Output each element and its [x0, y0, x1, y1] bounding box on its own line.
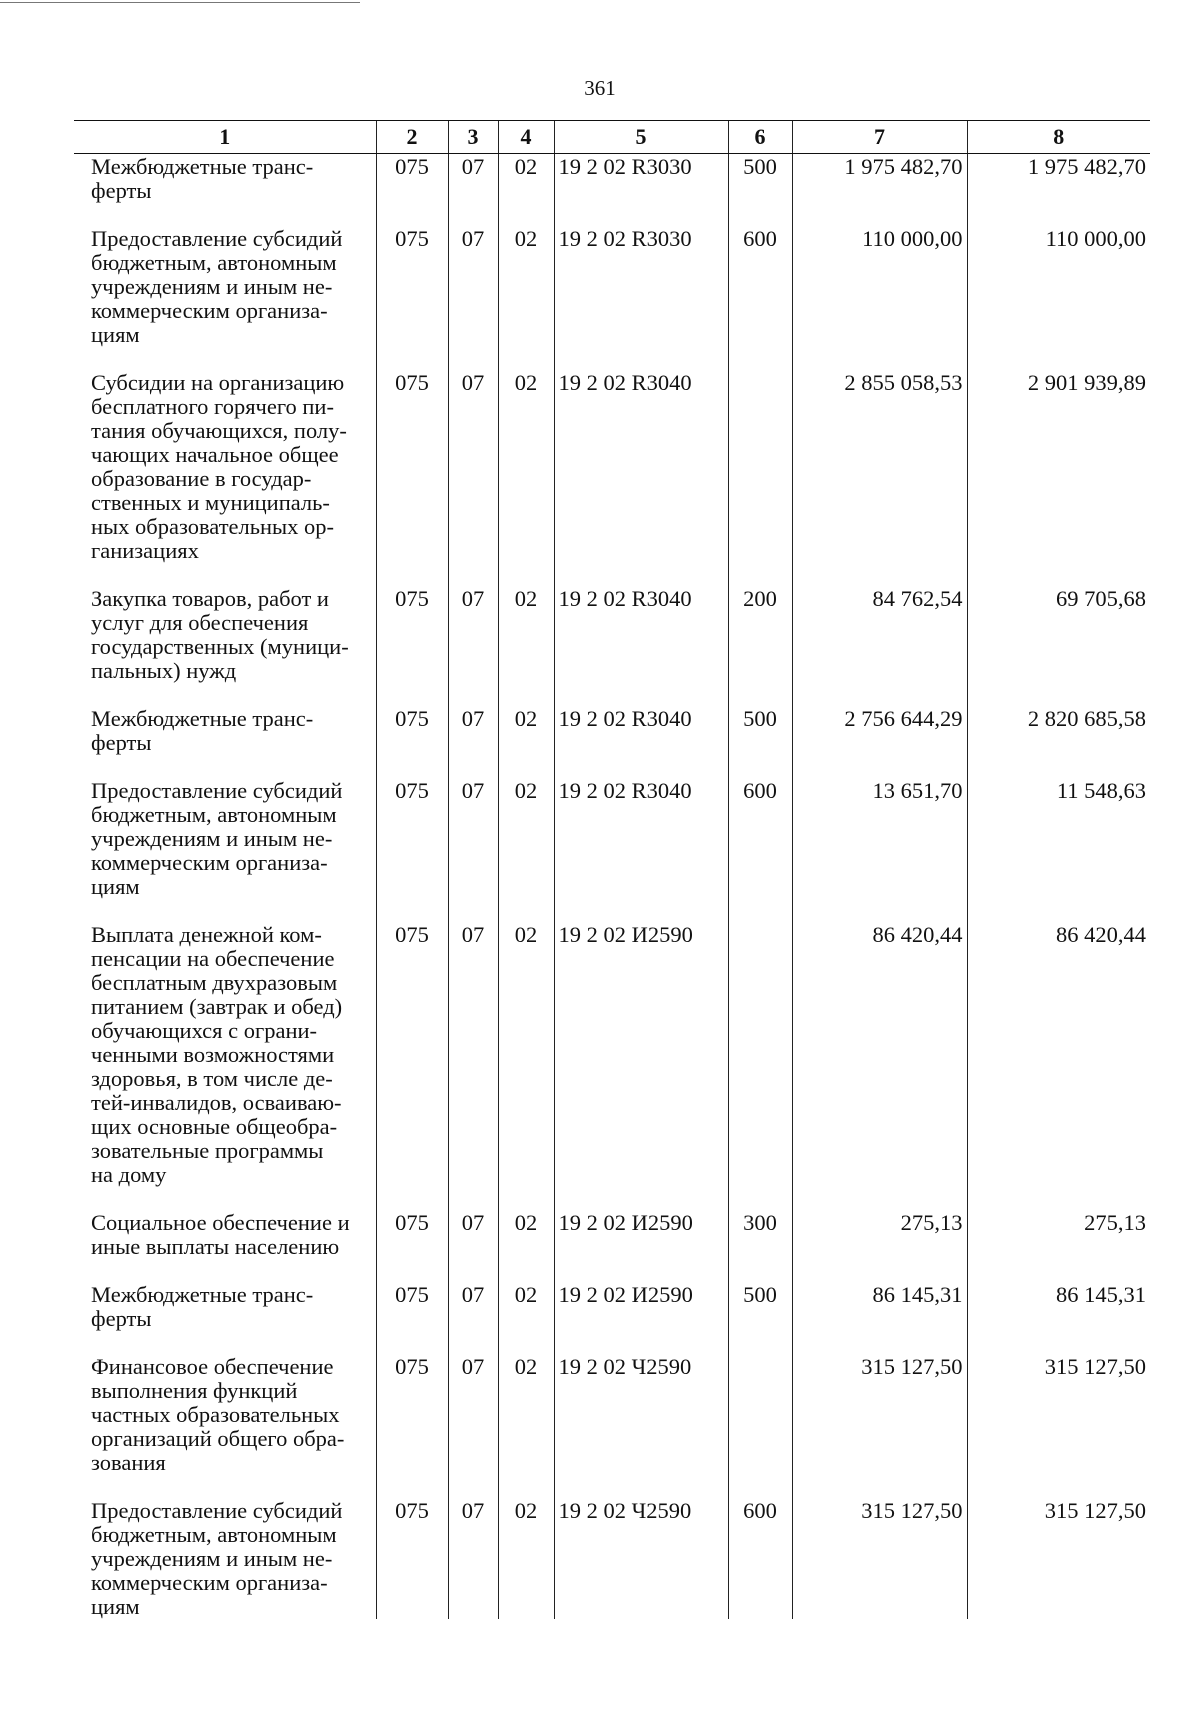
amount-year2-cell: 315 127,50: [967, 1498, 1150, 1619]
expense-type-cell: 200: [728, 586, 792, 683]
row-gap: [74, 347, 1150, 370]
subsection-cell: 02: [498, 706, 554, 755]
amount-year1-cell: 86 145,31: [792, 1282, 967, 1331]
gap-cell: [448, 203, 498, 226]
row-name-cell: Социальное обеспечение и иные выплаты населению: [91, 1210, 350, 1259]
amount-year2-cell: 110 000,00: [967, 226, 1150, 347]
section-cell: 07: [448, 706, 498, 755]
subsection-cell: 02: [498, 370, 554, 563]
gap-cell: [448, 1331, 498, 1354]
amount-year2-cell: 275,13: [967, 1210, 1150, 1259]
admin-code-cell: 075: [376, 370, 448, 563]
row-name-cell: Межбюджетные транс- ферты: [91, 706, 314, 755]
gap-cell: [792, 899, 967, 922]
amount-year2-cell: 86 420,44: [967, 922, 1150, 1187]
gap-cell: [376, 563, 448, 586]
gap-cell: [554, 1331, 728, 1354]
subsection-cell: 02: [498, 586, 554, 683]
target-article-cell: 19 2 02 И2590: [554, 922, 728, 1187]
column-header: 2: [376, 121, 448, 154]
gap-cell: [967, 1475, 1150, 1498]
row-gap: [74, 1187, 1150, 1210]
gap-cell: [448, 1187, 498, 1210]
section-cell: 07: [448, 1210, 498, 1259]
gap-cell: [498, 563, 554, 586]
scan-edge: [0, 2, 360, 3]
target-article-cell: 19 2 02 R3040: [554, 586, 728, 683]
gap-cell: [554, 899, 728, 922]
gap-cell: [74, 1331, 376, 1354]
expense-type-cell: [728, 1354, 792, 1475]
gap-cell: [967, 1259, 1150, 1282]
row-gap: [74, 1475, 1150, 1498]
row-name-cell: Финансовое обеспечение выполнения функций частных образовательных организаций общего обра- зования: [91, 1354, 345, 1475]
table-body: [74, 154, 1150, 1620]
gap-cell: [728, 755, 792, 778]
gap-cell: [376, 683, 448, 706]
gap-cell: [792, 1259, 967, 1282]
gap-cell: [498, 1187, 554, 1210]
gap-cell: [728, 1259, 792, 1282]
amount-year2-cell: 69 705,68: [967, 586, 1150, 683]
gap-cell: [376, 1187, 448, 1210]
expense-type-cell: 500: [728, 706, 792, 755]
gap-cell: [498, 683, 554, 706]
row-gap: [74, 203, 1150, 226]
gap-cell: [728, 1187, 792, 1210]
gap-cell: [498, 347, 554, 370]
table-row: [74, 1210, 1150, 1259]
amount-year1-cell: 315 127,50: [792, 1498, 967, 1619]
section-cell: 07: [448, 1354, 498, 1475]
section-cell: 07: [448, 226, 498, 347]
gap-cell: [792, 1475, 967, 1498]
table-row: [74, 370, 1150, 563]
gap-cell: [74, 563, 376, 586]
gap-cell: [498, 1331, 554, 1354]
gap-cell: [554, 755, 728, 778]
gap-cell: [498, 755, 554, 778]
row-name-cell: Предоставление субсидий бюджетным, автономным учреждениям и иным не- коммерческим организа- циям: [91, 226, 343, 347]
gap-cell: [792, 203, 967, 226]
gap-cell: [376, 1259, 448, 1282]
amount-year1-cell: 86 420,44: [792, 922, 967, 1187]
table-row: [74, 1282, 1150, 1331]
admin-code-cell: 075: [376, 586, 448, 683]
section-cell: 07: [448, 586, 498, 683]
gap-cell: [728, 683, 792, 706]
subsection-cell: 02: [498, 1498, 554, 1619]
gap-cell: [728, 1331, 792, 1354]
admin-code-cell: 075: [376, 778, 448, 899]
gap-cell: [967, 347, 1150, 370]
amount-year2-cell: 11 548,63: [967, 778, 1150, 899]
row-gap: [74, 755, 1150, 778]
row-gap: [74, 899, 1150, 922]
target-article-cell: 19 2 02 R3030: [554, 226, 728, 347]
gap-cell: [554, 563, 728, 586]
gap-cell: [448, 1475, 498, 1498]
subsection-cell: 02: [498, 226, 554, 347]
gap-cell: [74, 899, 376, 922]
section-cell: 07: [448, 778, 498, 899]
gap-cell: [74, 203, 376, 226]
expense-type-cell: 300: [728, 1210, 792, 1259]
subsection-cell: 02: [498, 1282, 554, 1331]
section-cell: 07: [448, 370, 498, 563]
gap-cell: [448, 755, 498, 778]
row-name-cell: Субсидии на организацию бесплатного горячего пи- тания обучающихся, полу- чающих начальное общее образование в государ- ственных и муниципаль- ных образовательных ор- ганизациях: [91, 370, 347, 563]
gap-cell: [376, 347, 448, 370]
gap-cell: [792, 755, 967, 778]
row-name-cell: Выплата денежной ком- пенсации на обеспечение бесплатным двухразовым питанием (завтрак и обед) обучающихся с ограни- ченными возможностями здоровья, в том числе де- тей-инвалидов, осваиваю- щих основные общеобра- зовательные программы на дому: [91, 922, 343, 1187]
target-article-cell: 19 2 02 И2590: [554, 1210, 728, 1259]
gap-cell: [967, 683, 1150, 706]
gap-cell: [728, 347, 792, 370]
gap-cell: [728, 203, 792, 226]
row-gap: [74, 683, 1150, 706]
table-row: [74, 778, 1150, 899]
amount-year1-cell: 275,13: [792, 1210, 967, 1259]
amount-year2-cell: 315 127,50: [967, 1354, 1150, 1475]
gap-cell: [448, 683, 498, 706]
gap-cell: [967, 899, 1150, 922]
gap-cell: [554, 683, 728, 706]
expense-type-cell: [728, 370, 792, 563]
budget-table: [74, 120, 1150, 1619]
gap-cell: [74, 1259, 376, 1282]
gap-cell: [728, 563, 792, 586]
gap-cell: [74, 683, 376, 706]
expense-type-cell: 500: [728, 1282, 792, 1331]
admin-code-cell: 075: [376, 706, 448, 755]
gap-cell: [967, 203, 1150, 226]
admin-code-cell: 075: [376, 154, 448, 204]
column-header: 5: [554, 121, 728, 154]
gap-cell: [498, 1475, 554, 1498]
table-row: [74, 1354, 1150, 1475]
gap-cell: [448, 1259, 498, 1282]
target-article-cell: 19 2 02 R3030: [554, 154, 728, 204]
row-gap: [74, 1331, 1150, 1354]
gap-cell: [792, 347, 967, 370]
row-name-cell: Межбюджетные транс- ферты: [91, 154, 314, 203]
amount-year2-cell: 86 145,31: [967, 1282, 1150, 1331]
gap-cell: [376, 899, 448, 922]
gap-cell: [498, 1259, 554, 1282]
table-header: [74, 121, 1150, 154]
admin-code-cell: 075: [376, 1282, 448, 1331]
gap-cell: [554, 1259, 728, 1282]
gap-cell: [967, 1331, 1150, 1354]
amount-year1-cell: 1 975 482,70: [792, 154, 967, 204]
gap-cell: [376, 203, 448, 226]
table-row: [74, 586, 1150, 683]
column-header: 8: [967, 121, 1150, 154]
gap-cell: [554, 203, 728, 226]
admin-code-cell: 075: [376, 226, 448, 347]
gap-cell: [448, 899, 498, 922]
column-header: 6: [728, 121, 792, 154]
expense-type-cell: 500: [728, 154, 792, 204]
column-header: 1: [74, 121, 376, 154]
admin-code-cell: 075: [376, 1210, 448, 1259]
gap-cell: [967, 563, 1150, 586]
section-cell: 07: [448, 154, 498, 204]
gap-cell: [74, 1187, 376, 1210]
header-row: [74, 121, 1150, 154]
gap-cell: [967, 755, 1150, 778]
gap-cell: [498, 899, 554, 922]
page-number: 361: [584, 76, 616, 100]
amount-year2-cell: 2 820 685,58: [967, 706, 1150, 755]
gap-cell: [728, 899, 792, 922]
gap-cell: [792, 683, 967, 706]
expense-type-cell: 600: [728, 226, 792, 347]
section-cell: 07: [448, 1282, 498, 1331]
target-article-cell: 19 2 02 И2590: [554, 1282, 728, 1331]
gap-cell: [554, 1187, 728, 1210]
row-name-cell: Предоставление субсидий бюджетным, автономным учреждениям и иным не- коммерческим организа- циям: [91, 1498, 343, 1619]
subsection-cell: 02: [498, 1210, 554, 1259]
target-article-cell: 19 2 02 R3040: [554, 778, 728, 899]
subsection-cell: 02: [498, 778, 554, 899]
amount-year1-cell: 13 651,70: [792, 778, 967, 899]
table-row: [74, 154, 1150, 204]
gap-cell: [792, 1187, 967, 1210]
amount-year1-cell: 2 855 058,53: [792, 370, 967, 563]
gap-cell: [554, 1475, 728, 1498]
gap-cell: [554, 347, 728, 370]
section-cell: 07: [448, 1498, 498, 1619]
column-header: 7: [792, 121, 967, 154]
admin-code-cell: 075: [376, 1498, 448, 1619]
gap-cell: [498, 203, 554, 226]
gap-cell: [376, 1475, 448, 1498]
amount-year1-cell: 2 756 644,29: [792, 706, 967, 755]
expense-type-cell: 600: [728, 778, 792, 899]
expense-type-cell: [728, 922, 792, 1187]
gap-cell: [448, 347, 498, 370]
amount-year1-cell: 110 000,00: [792, 226, 967, 347]
gap-cell: [74, 755, 376, 778]
gap-cell: [967, 1187, 1150, 1210]
admin-code-cell: 075: [376, 1354, 448, 1475]
table-row: [74, 922, 1150, 1187]
target-article-cell: 19 2 02 Ч2590: [554, 1498, 728, 1619]
table-row: [74, 226, 1150, 347]
row-name-cell: Предоставление субсидий бюджетным, автономным учреждениям и иным не- коммерческим организа- циям: [91, 778, 343, 899]
gap-cell: [376, 755, 448, 778]
gap-cell: [448, 563, 498, 586]
subsection-cell: 02: [498, 154, 554, 204]
gap-cell: [792, 563, 967, 586]
gap-cell: [74, 1475, 376, 1498]
amount-year1-cell: 315 127,50: [792, 1354, 967, 1475]
target-article-cell: 19 2 02 Ч2590: [554, 1354, 728, 1475]
row-gap: [74, 563, 1150, 586]
table-row: [74, 706, 1150, 755]
expense-type-cell: 600: [728, 1498, 792, 1619]
gap-cell: [728, 1475, 792, 1498]
gap-cell: [376, 1331, 448, 1354]
row-gap: [74, 1259, 1150, 1282]
target-article-cell: 19 2 02 R3040: [554, 706, 728, 755]
subsection-cell: 02: [498, 1354, 554, 1475]
table-row: [74, 1498, 1150, 1619]
gap-cell: [74, 347, 376, 370]
column-header: 3: [448, 121, 498, 154]
row-name-cell: Закупка товаров, работ и услуг для обеспечения государственных (муници- пальных) нужд: [91, 586, 349, 683]
gap-cell: [792, 1331, 967, 1354]
subsection-cell: 02: [498, 922, 554, 1187]
row-name-cell: Межбюджетные транс- ферты: [91, 1282, 314, 1331]
amount-year2-cell: 2 901 939,89: [967, 370, 1150, 563]
amount-year2-cell: 1 975 482,70: [967, 154, 1150, 204]
target-article-cell: 19 2 02 R3040: [554, 370, 728, 563]
column-header: 4: [498, 121, 554, 154]
amount-year1-cell: 84 762,54: [792, 586, 967, 683]
section-cell: 07: [448, 922, 498, 1187]
admin-code-cell: 075: [376, 922, 448, 1187]
